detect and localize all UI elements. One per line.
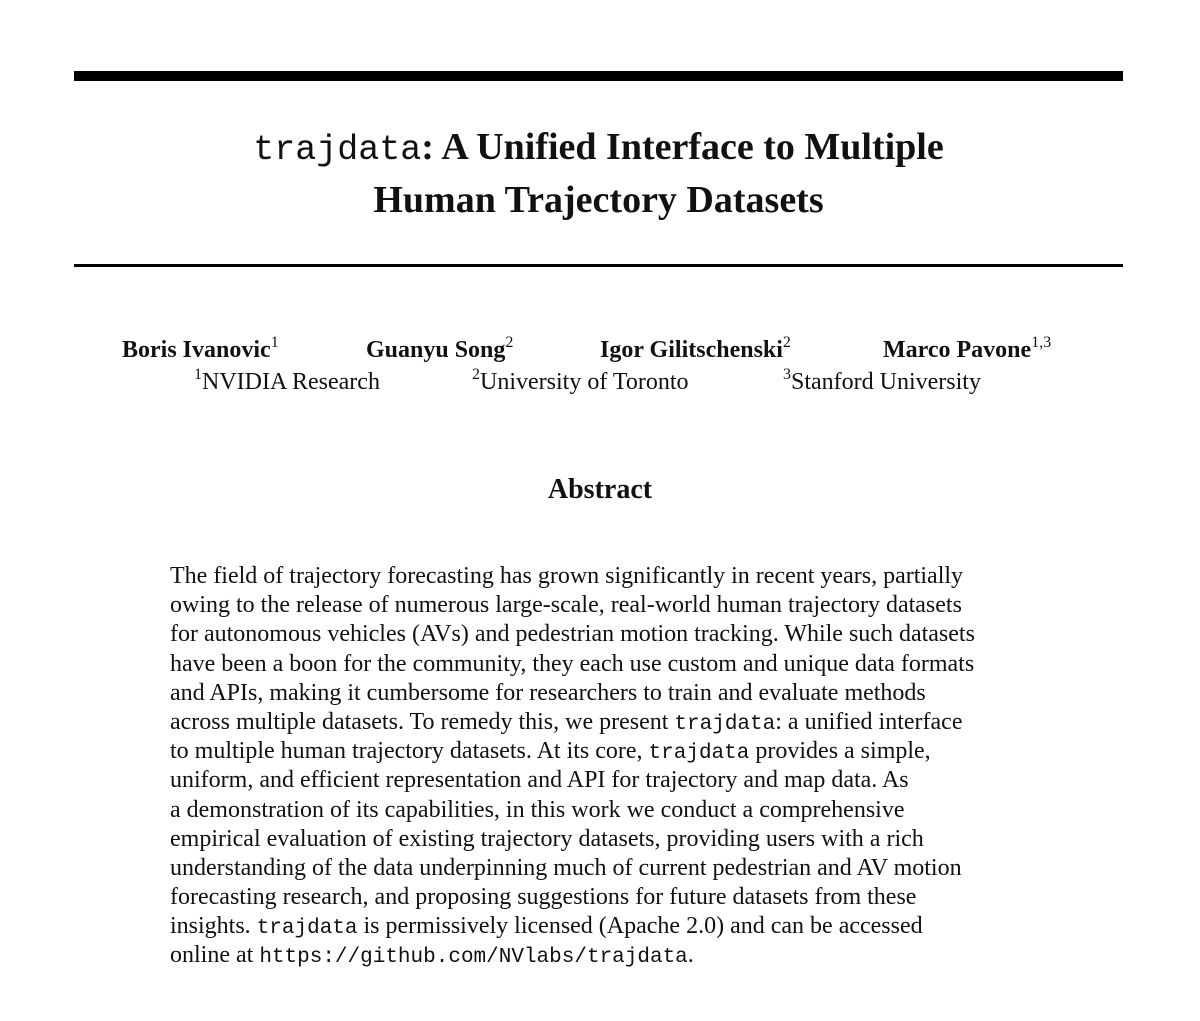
author-affiliation-mark: 1,3	[1031, 334, 1052, 351]
author	[883, 334, 1052, 364]
affiliation	[783, 366, 981, 396]
affiliation-mark: 1	[194, 366, 202, 383]
abstract-body	[170, 562, 1030, 971]
abstract-line	[170, 562, 1030, 591]
title-line-2: Human Trajectory Datasets	[373, 179, 824, 221]
abstract-text: insights.	[170, 913, 257, 940]
abstract-text: have been a boon for the community, they each use custom and unique data formats	[170, 650, 975, 677]
abstract-text: : a unified interface	[775, 708, 963, 735]
affiliation	[194, 366, 380, 396]
author-name: Marco Pavone	[883, 337, 1032, 363]
code-name: trajdata	[674, 712, 776, 736]
abstract-text: across multiple datasets. To remedy this, we present	[170, 708, 675, 735]
author	[122, 334, 279, 364]
abstract-line	[170, 883, 1030, 912]
author	[600, 334, 791, 364]
abstract-text: forecasting research, and proposing suggestions for future datasets from these	[170, 884, 917, 911]
abstract-text: owing to the release of numerous large-scale, real-world human trajectory datasets	[170, 592, 962, 619]
abstract-line	[170, 912, 1030, 941]
code-name: trajdata	[648, 742, 750, 766]
title-top-rule	[74, 71, 1123, 81]
abstract-line	[170, 737, 1030, 766]
abstract-text: is permissively licensed (Apache 2.0) and can be accessed	[357, 913, 923, 940]
abstract-line	[170, 650, 1030, 679]
abstract-heading: Abstract	[547, 474, 653, 505]
abstract-text: to multiple human trajectory datasets. At its core,	[170, 738, 649, 765]
abstract-line	[170, 796, 1030, 825]
author-name: Igor Gilitschenski	[600, 337, 783, 363]
author-affiliation-mark: 2	[505, 334, 514, 351]
abstract-line	[170, 825, 1030, 854]
title-bottom-rule	[74, 264, 1123, 267]
author-affiliation-mark: 2	[782, 334, 791, 351]
author-name: Boris Ivanovic	[122, 337, 271, 363]
abstract-text: .	[687, 942, 694, 969]
paper-title	[74, 122, 1123, 225]
abstract-text: The field of trajectory forecasting has grown significantly in recent years, partially	[170, 563, 964, 589]
affiliation-mark: 2	[472, 366, 480, 383]
abstract-line	[170, 941, 1030, 970]
author-list	[0, 334, 1200, 371]
title-line-1-text: : A Unified Interface to Multiple	[421, 126, 944, 168]
title-line-1	[253, 126, 943, 168]
abstract-line	[170, 591, 1030, 620]
author-affiliation-mark: 1	[270, 334, 279, 351]
author	[366, 334, 514, 364]
abstract-text: online at	[170, 942, 260, 969]
abstract-text: understanding of the data underpinning much of current pedestrian and AV motion	[170, 854, 962, 881]
affiliation-mark: 3	[783, 366, 791, 383]
repository-url: https://github.com/NVlabs/trajdata	[259, 946, 688, 970]
abstract-text: empirical evaluation of existing trajectory datasets, providing users with a rich	[170, 825, 924, 852]
affiliation-name: University of Toronto	[480, 369, 689, 395]
abstract-text: provides a simple,	[749, 738, 931, 765]
affiliation	[472, 366, 689, 396]
abstract-line	[170, 854, 1030, 883]
affiliation-name: Stanford University	[791, 369, 981, 395]
abstract-text: and APIs, making it cumbersome for researchers to train and evaluate methods	[170, 679, 926, 706]
abstract-line	[170, 620, 1030, 649]
abstract-text: for autonomous vehicles (AVs) and pedestrian motion tracking. While such datasets	[170, 621, 975, 648]
abstract-text: a demonstration of its capabilities, in this work we conduct a comprehensive	[170, 796, 905, 823]
affiliation-name: NVIDIA Research	[202, 369, 380, 395]
abstract-line	[170, 708, 1030, 737]
abstract-line	[170, 766, 1030, 795]
abstract-text: uniform, and efficient representation and API for trajectory and map data. As	[170, 767, 909, 794]
author-name: Guanyu Song	[366, 337, 506, 363]
title-code-name: trajdata	[253, 130, 422, 170]
code-name: trajdata	[256, 917, 358, 941]
affiliation-list	[0, 366, 1200, 403]
abstract-line	[170, 679, 1030, 708]
